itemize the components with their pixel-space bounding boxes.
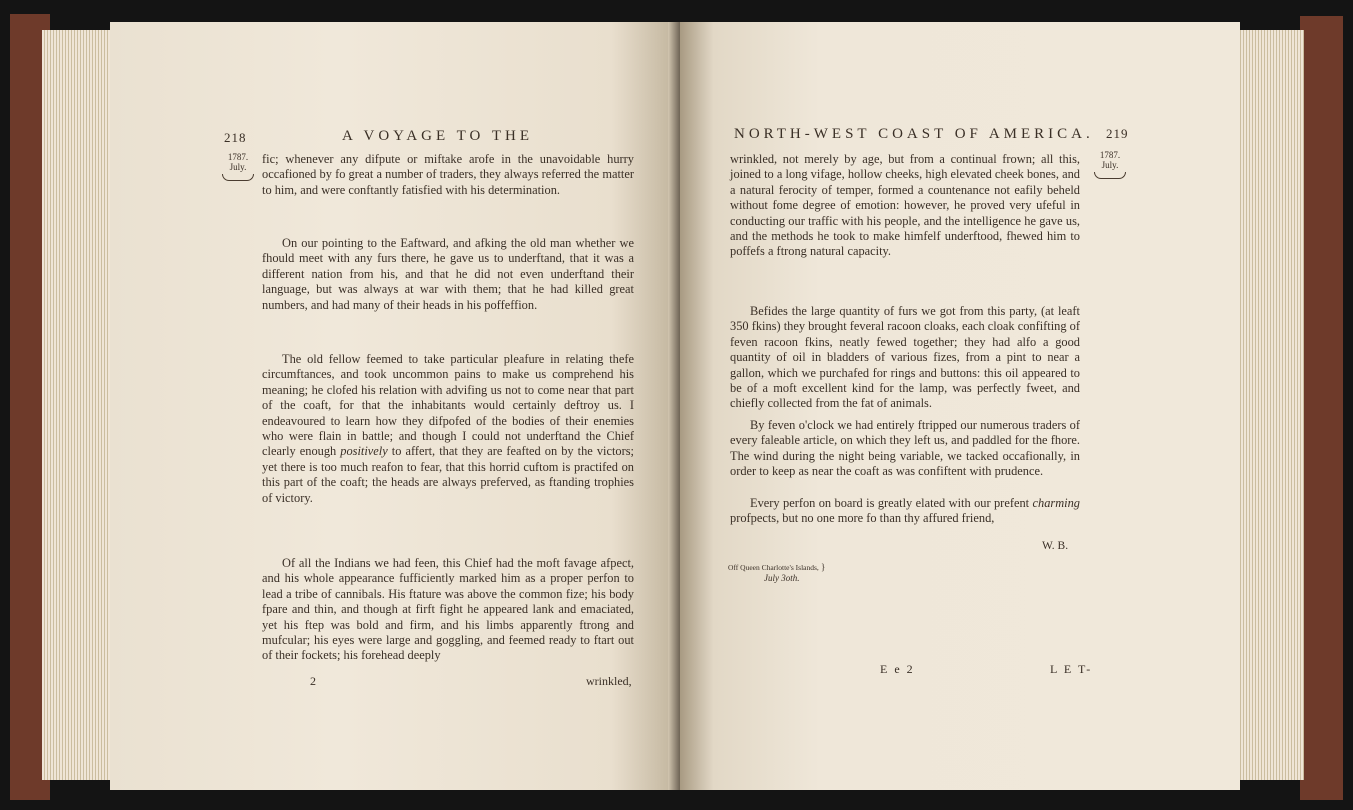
right-paragraph-4: Every perfon on board is greatly elated with our prefent charming profpects, but no one more fo than thy affured friend,	[730, 496, 1080, 526]
left-paragraph-2: On our pointing to the Eaftward, and afking the old man whether we fhould meet with any furs there, he gave us to underftand, that it was a different nation from his, and that he did not even underftand their language, but was always at war with them; that he had killed great numbers, and had many of their heads in his poffeffion.	[262, 236, 634, 312]
left-paragraph-1: fic; whenever any difpute or miftake arofe in the unavoidable hurry occafioned by fo great a number of traders, they always referred the matter to him, and were conftantly fatisfied with his determination.	[262, 152, 634, 197]
right-signature-mark: E e 2	[880, 662, 915, 676]
side-note-year: 1787.	[227, 152, 249, 162]
right-paragraph-1: wrinkled, not merely by age, but from a continual frown; all this, joined to a long vifage, hollow cheeks, high elevated cheek bones, and a natural ferocity of temper, formed a countenance not eafily beheld without fome degree of emotion: however, he proved very ufeful in conducting our traffic with his people, and the intelligence he gave us, and the methods he took to make himfelf underftood, fhewed him to poffefs a ftrong natural capacity.	[730, 152, 1080, 259]
left-running-head: A VOYAGE TO THE	[342, 128, 533, 144]
right-side-note	[1094, 150, 1126, 179]
brace-mark	[1094, 172, 1126, 179]
left-signature-mark: 2	[310, 674, 316, 688]
right-catchword: L E T-	[1050, 662, 1093, 676]
right-page	[680, 22, 1240, 790]
left-page	[110, 22, 680, 790]
dateline-date: July 3oth.	[764, 573, 800, 583]
left-catchword: wrinkled,	[586, 674, 632, 688]
right-paragraph-2: Befides the large quantity of furs we got from this party, (at leaft 350 fkins) they brought feveral racoon cloaks, each cloak confifting of feven racoon fkins, neatly fewed together; they had alfo a good quantity of oil in bladders of various fizes, from a pint to near a gallon, which we purchafed for rings and buttons: this oil appeared to be of a moft excellent kind for the lamp, was perfectly fweet, and chiefly collected from the fat of animals.	[730, 304, 1080, 411]
side-note-month: July.	[229, 162, 247, 172]
left-page-number: 218	[224, 130, 247, 145]
left-side-note	[222, 152, 254, 181]
brace-mark	[222, 174, 254, 181]
left-paragraph-3: The old fellow feemed to take particular pleafure in relating thefe circumftances, and took uncommon pains to make us comprehend his meaning; he clofed his relation with advifing us not to come near that part of the coaft, for that the inhabitants would certainly deftroy us. I endeavoured to learn how they difpofed of the bodies of their enemies who were flain in battle; and though I could not underftand the Chief clearly enough positively to affert, that they are feafted on by the victors; yet there is too much reafon to fear, that this horrid cuftom is practifed on this part of the coaft; the heads are always preferved, as ftanding trophies of victory.	[262, 352, 634, 505]
right-paragraph-3: By feven o'clock we had entirely ftripped our numerous traders of every faleable article, on which they left us, and paddled for the fhore. The wind during the night being variable, we tacked occafionally, in order to keep as near the coaft as was confiftent with prudence.	[730, 418, 1080, 479]
right-running-head: NORTH-WEST COAST OF AMERICA.	[734, 126, 1094, 142]
side-note-month: July.	[1101, 160, 1119, 170]
left-page-edges	[42, 30, 112, 780]
right-cover	[1300, 16, 1343, 800]
letter-signature: W. B.	[1042, 540, 1069, 552]
left-paragraph-4: Of all the Indians we had feen, this Chief had the moft favage afpect, and his whole appearance fufficiently marked him as a proper perfon to lead a tribe of cannibals. His ftature was above the common fize; his body fpare and thin, and though at firft fight he appeared lank and emaciated, yet his ftep was bold and firm, and his limbs apparently ftrong and mufcular; his eyes were large and goggling, and feemed ready to ftart out of their fockets; his forehead deeply	[262, 556, 634, 663]
right-page-edges	[1238, 30, 1304, 780]
side-note-year: 1787.	[1099, 150, 1121, 160]
right-page-number: 219	[1106, 126, 1129, 141]
letter-dateline: Off Queen Charlotte's Islands, } July 3oth.	[728, 562, 826, 583]
dateline-place: Off Queen Charlotte's Islands,	[728, 563, 819, 572]
